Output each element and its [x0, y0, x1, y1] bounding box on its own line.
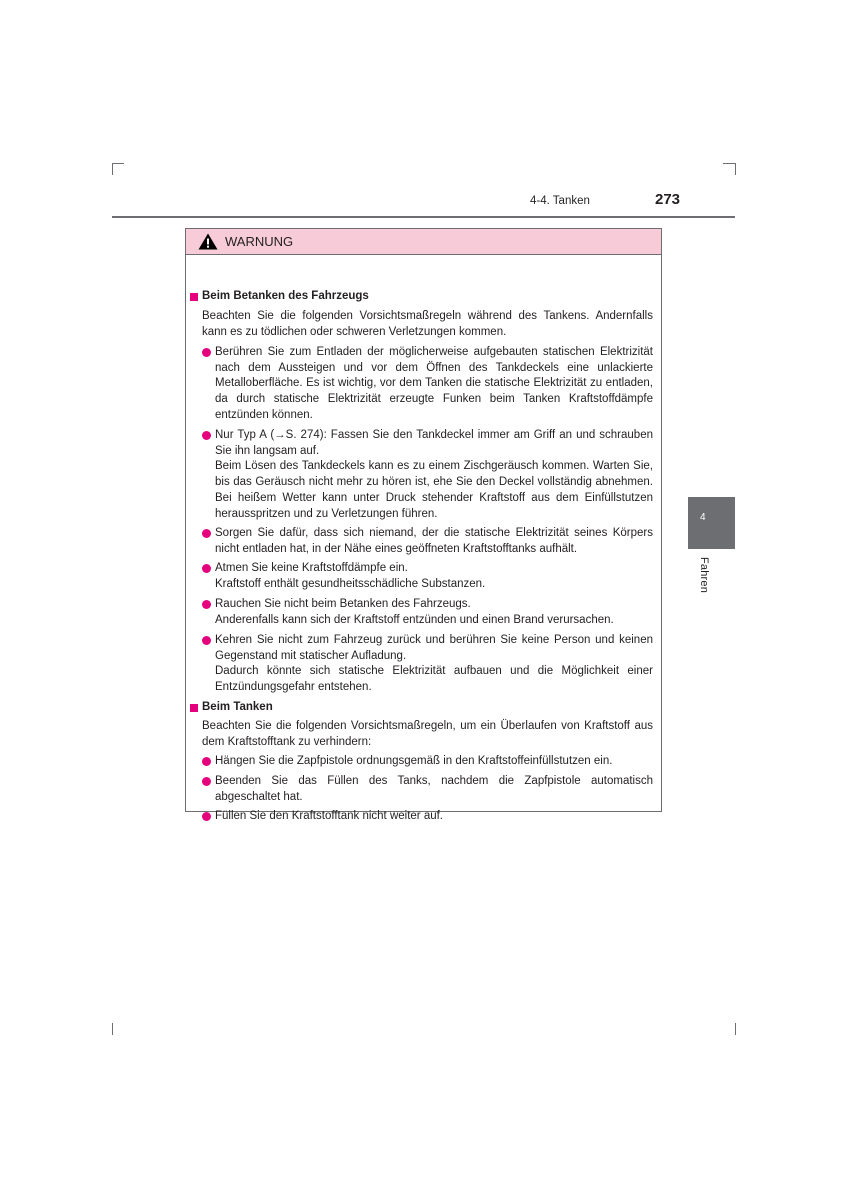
list-item: [202, 345, 653, 424]
warning-triangle-icon: [198, 233, 218, 250]
bullet-dot-icon: [202, 431, 211, 440]
warning-header: [186, 229, 661, 255]
bullet-dot-icon: [202, 636, 211, 645]
section-heading: [190, 289, 369, 305]
crop-mark-top-left-h: [112, 163, 124, 164]
crop-mark-bottom-right: [735, 1023, 736, 1035]
square-bullet-icon: [190, 293, 198, 301]
crop-mark-top-left-v: [112, 163, 113, 175]
list-item: [202, 633, 653, 696]
chapter-number: 4: [700, 512, 706, 523]
chapter-label: Fahren: [698, 557, 710, 594]
list-item: [202, 809, 653, 825]
bullet-dot-icon: [202, 529, 211, 538]
list-item-text: Sorgen Sie dafür, dass sich niemand, der die statische Elektrizität seines Körpers nicht entladen hat, in der Nähe eines geöffneten Kraftstofftanks aufhält.: [215, 527, 653, 555]
crop-mark-top-right-v: [735, 163, 736, 175]
list-item: [202, 597, 653, 628]
list-item-text: Nur Typ A (→S. 274): Fassen Sie den Tankdeckel immer am Griff an und schrauben Sie ihn langsam auf. Beim Lösen des Tankdeckels kann es zu einem Zischgeräusch kommen. Warten Sie, bis das Geräusch nicht mehr zu hören ist, ehe Sie den Deckel vollständig abnehmen. Bei heißem Wetter kann unter Druck stehender Kraftstoff aus dem Einfüllstutzen herausspritzen und zu Verletzungen führen.: [215, 429, 653, 520]
crop-mark-bottom-left: [112, 1023, 113, 1035]
bullet-dot-icon: [202, 348, 211, 357]
list-item: [202, 428, 653, 522]
section-title: 4-4. Tanken: [530, 195, 590, 207]
warning-box: [185, 228, 662, 822]
section-heading: [190, 700, 273, 716]
page-number: 273: [655, 191, 681, 208]
list-item: [202, 754, 653, 770]
section-heading-text: Beim Betanken des Fahrzeugs: [202, 290, 369, 302]
list-item-text: Beenden Sie das Füllen des Tanks, nachdem die Zapfpistole automatisch abgeschaltet hat.: [215, 775, 653, 803]
square-bullet-icon: [190, 704, 198, 712]
chapter-tab: [688, 497, 735, 549]
bullet-dot-icon: [202, 564, 211, 573]
warning-title: WARNUNG: [225, 234, 294, 249]
bullet-dot-icon: [202, 600, 211, 609]
crop-mark-top-right-h: [723, 163, 735, 164]
list-item-text: Hängen Sie die Zapfpistole ordnungsgemäß in den Kraftstoffeinfüllstutzen ein.: [215, 755, 613, 767]
list-item-text: Füllen Sie den Kraftstofftank nicht weiter auf.: [215, 810, 443, 822]
list-item-text: Rauchen Sie nicht beim Betanken des Fahrzeugs. Anderenfalls kann sich der Kraftstoff entzünden und einen Brand verursachen.: [215, 598, 614, 626]
list-item-text: Atmen Sie keine Kraftstoffdämpfe ein. Kraftstoff enthält gesundheitsschädliche Substanzen.: [215, 562, 486, 590]
list-item: [202, 526, 653, 557]
list-item-text: Kehren Sie nicht zum Fahrzeug zurück und berühren Sie keine Person und keinen Gegenstand mit statischer Aufladung. Dadurch könnte sich statische Elektrizität aufbauen und die Möglichkeit einer Entzündungsgefahr entstehen.: [215, 634, 653, 694]
section-intro: Beachten Sie die folgenden Vorsichtsmaßregeln, um ein Überlaufen von Kraftstoff aus dem Kraftstofftank zu verhindern:: [202, 720, 653, 748]
bullet-dot-icon: [202, 812, 211, 821]
list-item: [202, 561, 653, 592]
list-item: [202, 774, 653, 805]
section-intro: Beachten Sie die folgenden Vorsichtsmaßregeln während des Tankens. Andernfalls kann es zu tödlichen oder schweren Verletzungen kommen.: [202, 310, 653, 338]
bullet-dot-icon: [202, 777, 211, 786]
section-heading-text: Beim Tanken: [202, 701, 273, 713]
list-item-text: Berühren Sie zum Entladen der möglicherweise aufgebauten statischen Elektrizität nach dem Aussteigen und vor dem Öffnen des Tankdeckels eine unlackierte Metalloberfläche. Es ist wichtig, vor dem Tanken die statische Elektrizität zu entladen, da durch statische Elektrizität erzeugte Funken beim Tanken Kraftstoffdämpfe entzünden können.: [215, 346, 653, 421]
bullet-dot-icon: [202, 757, 211, 766]
header-rule: [112, 216, 735, 218]
